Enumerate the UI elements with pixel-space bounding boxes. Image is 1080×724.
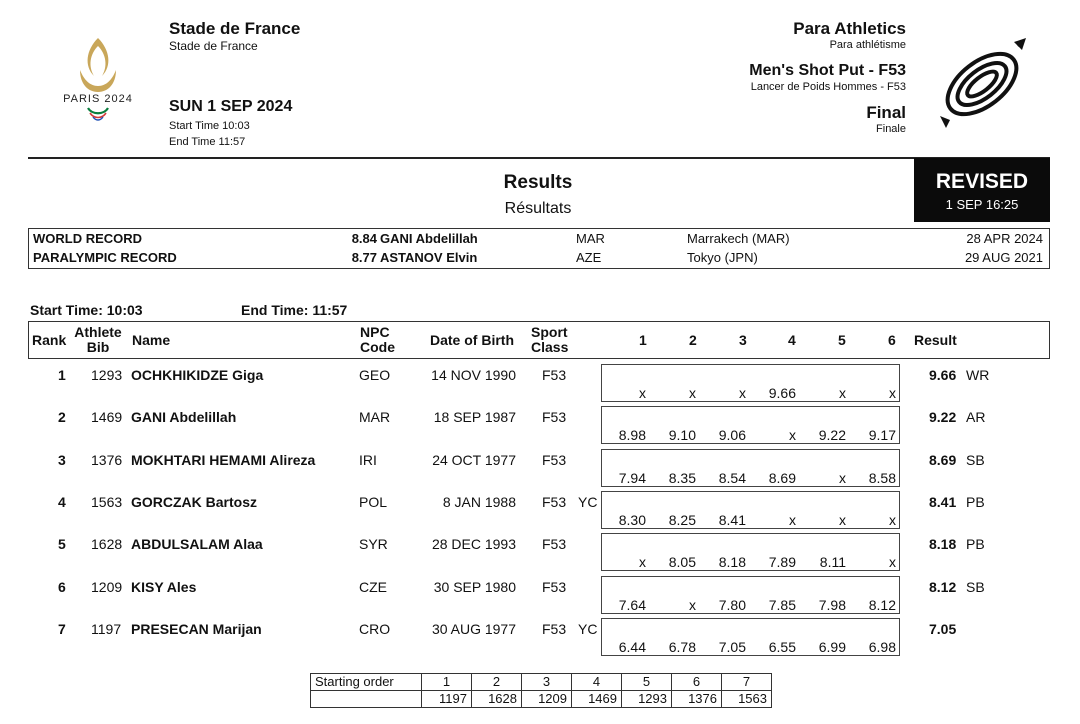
venue-subtitle: Stade de France	[169, 39, 258, 53]
attempt-3: 9.06	[718, 427, 746, 444]
records-box	[28, 228, 1050, 269]
end-time-line	[241, 302, 347, 318]
sport-subtitle: Para athlétisme	[829, 39, 906, 51]
record-holder: ASTANOV Elvin	[380, 250, 478, 265]
attempt-4: x	[789, 427, 796, 444]
results-subtitle: Résultats	[504, 200, 572, 217]
record-mark: 8.84	[351, 231, 377, 246]
result-cell: 8.18	[929, 536, 957, 553]
result-cell: 8.69	[929, 451, 957, 468]
phase-title: Final	[866, 103, 906, 122]
rank-cell: 5	[58, 536, 66, 553]
bib-cell: 1376	[91, 451, 123, 468]
starting-order-position: 3	[522, 674, 572, 691]
venue-title: Stade de France	[169, 19, 301, 38]
revised-badge	[914, 158, 1050, 222]
attempt-5: x	[839, 469, 846, 486]
attempt-6: 8.58	[868, 469, 896, 486]
result-cell: 9.66	[929, 367, 957, 383]
start-time-line	[30, 302, 143, 318]
col-npc-line2: Code	[360, 339, 395, 355]
attempt-2: 8.05	[668, 554, 696, 571]
dob-cell: 30 AUG 1977	[431, 620, 516, 637]
result-cell: 8.41	[929, 493, 957, 510]
phase-subtitle: Finale	[876, 123, 906, 135]
starting-order-bib: 1209	[522, 691, 572, 708]
col-attempt-4: 4	[788, 332, 796, 348]
attempt-2: 6.78	[668, 638, 696, 655]
attempt-1: 8.30	[618, 511, 646, 528]
class-cell: F53	[542, 451, 567, 468]
attempt-4: 6.55	[768, 638, 796, 655]
yc-cell: YC	[578, 620, 598, 637]
attempt-1: 7.64	[618, 596, 646, 613]
attempt-2: x	[689, 596, 696, 613]
logo-text: PARIS 2024	[63, 93, 133, 105]
result-note: PB	[966, 493, 985, 510]
event-subtitle: Lancer de Poids Hommes - F53	[750, 81, 906, 93]
attempt-4: 8.69	[768, 469, 796, 486]
col-dob: Date of Birth	[430, 332, 514, 348]
attempt-3: 8.18	[718, 554, 746, 571]
end-time-label: End Time:	[241, 302, 309, 318]
result-note: WR	[966, 367, 990, 383]
record-npc: MAR	[576, 231, 605, 246]
header-end-time: End Time 11:57	[169, 136, 246, 148]
starting-order-position: 1	[422, 674, 472, 691]
attempt-6: x	[889, 554, 896, 571]
npc-cell: MAR	[359, 409, 391, 426]
attempt-6: 8.12	[868, 596, 896, 613]
record-date: 28 APR 2024	[966, 231, 1043, 246]
dob-cell: 24 OCT 1977	[432, 451, 516, 468]
header-start-time: Start Time 10:03	[169, 120, 250, 132]
result-cell: 8.12	[929, 578, 957, 595]
col-class-line1: Sport	[531, 324, 568, 340]
result-note: SB	[966, 451, 985, 468]
attempt-5: 8.11	[819, 554, 846, 571]
attempt-2: 8.35	[668, 469, 696, 486]
attempts-box	[601, 533, 900, 571]
attempt-6: 6.98	[868, 638, 896, 655]
class-cell: F53	[542, 536, 567, 553]
rank-cell: 1	[58, 367, 66, 383]
sport-title: Para Athletics	[793, 19, 906, 38]
bib-cell: 1209	[91, 578, 123, 595]
attempt-5: x	[839, 511, 846, 528]
class-cell: F53	[542, 578, 567, 595]
revised-time: 1 SEP 16:25	[945, 197, 1019, 212]
attempt-3: 8.54	[718, 469, 746, 486]
attempts-box	[601, 618, 900, 656]
attempts-box	[601, 406, 900, 444]
class-cell: F53	[542, 367, 567, 383]
end-time-value: 11:57	[312, 302, 348, 318]
attempt-5: x	[839, 385, 846, 401]
attempt-2: 9.10	[668, 427, 696, 444]
class-cell: F53	[542, 493, 567, 510]
name-cell: MOKHTARI HEMAMI Alireza	[131, 451, 316, 468]
col-npc-line1: NPC	[360, 324, 390, 340]
name-cell: OCHKHIKIDZE Giga	[131, 367, 264, 383]
attempt-2: x	[689, 385, 696, 401]
col-name: Name	[132, 332, 171, 348]
start-time-value: 10:03	[106, 302, 143, 318]
attempt-5: 9.22	[818, 427, 846, 444]
yc-cell: YC	[578, 493, 598, 510]
starting-order-bib: 1376	[672, 691, 722, 708]
attempt-5: 6.99	[818, 638, 846, 655]
rank-cell: 3	[58, 451, 66, 468]
rank-cell: 2	[58, 409, 66, 426]
bib-cell: 1628	[91, 536, 123, 553]
attempt-3: 7.05	[718, 638, 746, 655]
starting-order-bib: 1293	[622, 691, 672, 708]
record-date: 29 AUG 2021	[964, 250, 1043, 265]
attempt-1: x	[639, 385, 646, 401]
col-rank: Rank	[32, 332, 67, 348]
record-holder: GANI Abdelillah	[380, 231, 478, 246]
result-note: SB	[966, 578, 985, 595]
bib-cell: 1563	[91, 493, 123, 510]
record-place: Tokyo (JPN)	[687, 250, 758, 265]
bib-cell: 1469	[91, 409, 123, 426]
attempt-3: 7.80	[718, 596, 746, 613]
attempts-box	[601, 364, 900, 402]
rank-cell: 6	[58, 578, 66, 595]
starting-order-header-row	[311, 674, 772, 691]
dob-cell: 14 NOV 1990	[431, 367, 516, 383]
starting-order-position: 7	[722, 674, 772, 691]
col-bib-line2: Bib	[86, 339, 110, 355]
attempt-2: 8.25	[668, 511, 696, 528]
npc-cell: CZE	[359, 578, 387, 595]
col-result: Result	[914, 332, 957, 348]
bib-cell: 1293	[91, 367, 123, 383]
table-row	[0, 445, 1080, 487]
rank-cell: 4	[58, 493, 66, 510]
table-header	[28, 321, 1050, 359]
name-cell: GORCZAK Bartosz	[131, 493, 258, 510]
starting-order-bib: 1628	[472, 691, 522, 708]
col-bib-line1: Athlete	[74, 324, 122, 340]
result-cell: 9.22	[929, 409, 957, 426]
starting-order-label: Starting order	[311, 674, 422, 691]
record-row	[29, 248, 1049, 267]
col-attempt-1: 1	[639, 332, 647, 348]
dob-cell: 28 DEC 1993	[431, 536, 516, 553]
competition-date: SUN 1 SEP 2024	[169, 98, 293, 115]
record-place: Marrakech (MAR)	[687, 231, 790, 246]
table-row	[0, 360, 1080, 402]
attempts-box	[601, 576, 900, 614]
event-title: Men's Shot Put - F53	[749, 62, 906, 79]
rank-cell: 7	[58, 620, 66, 637]
attempt-3: x	[739, 385, 746, 401]
table-row	[0, 614, 1080, 656]
revised-label: REVISED	[935, 170, 1029, 193]
table-row	[0, 487, 1080, 529]
npc-cell: IRI	[359, 451, 377, 468]
para-athletics-pictogram-icon	[934, 34, 1034, 130]
record-mark: 8.77	[351, 250, 377, 265]
npc-cell: CRO	[359, 620, 391, 637]
name-cell: ABDULSALAM Alaa	[131, 536, 263, 553]
dob-cell: 18 SEP 1987	[433, 409, 516, 426]
starting-order-position: 2	[472, 674, 522, 691]
npc-cell: SYR	[359, 536, 388, 553]
starting-order-position: 5	[622, 674, 672, 691]
attempt-1: 8.98	[618, 427, 646, 444]
class-cell: F53	[542, 409, 567, 426]
attempt-1: x	[639, 554, 646, 571]
record-label: PARALYMPIC RECORD	[33, 250, 177, 265]
col-attempt-5: 5	[838, 332, 846, 348]
attempt-4: 9.66	[768, 385, 796, 401]
paris-2024-logo	[50, 36, 146, 126]
table-row	[0, 402, 1080, 444]
npc-cell: POL	[359, 493, 388, 510]
result-note: PB	[966, 536, 985, 553]
header-times	[169, 118, 250, 150]
start-time-label: Start Time:	[30, 302, 103, 318]
attempt-6: x	[889, 511, 896, 528]
attempt-6: x	[889, 385, 896, 401]
table-row	[0, 572, 1080, 614]
starting-order-position: 6	[672, 674, 722, 691]
col-class-line2: Class	[531, 339, 569, 355]
starting-order-position: 4	[572, 674, 622, 691]
record-label: WORLD RECORD	[33, 231, 143, 246]
attempt-4: x	[789, 511, 796, 528]
col-attempt-3: 3	[739, 332, 747, 348]
col-attempt-6: 6	[888, 332, 896, 348]
name-cell: GANI Abdelillah	[131, 409, 237, 426]
dob-cell: 30 SEP 1980	[433, 578, 516, 595]
attempt-6: 9.17	[868, 427, 896, 444]
starting-order-blank	[311, 691, 422, 708]
attempt-1: 6.44	[618, 638, 646, 655]
starting-order-bib: 1197	[422, 691, 472, 708]
header-divider	[28, 157, 1050, 159]
col-attempt-2: 2	[689, 332, 697, 348]
attempt-3: 8.41	[718, 511, 746, 528]
npc-cell: GEO	[359, 367, 391, 383]
name-cell: PRESECAN Marijan	[131, 620, 262, 637]
attempt-1: 7.94	[618, 469, 646, 486]
attempts-box	[601, 449, 900, 487]
table-row	[0, 529, 1080, 571]
class-cell: F53	[542, 620, 567, 637]
starting-order-table	[310, 673, 772, 708]
record-row	[29, 229, 1049, 248]
result-note: AR	[966, 409, 986, 426]
name-cell: KISY Ales	[131, 578, 197, 595]
bib-cell: 1197	[91, 620, 122, 637]
attempt-4: 7.85	[768, 596, 796, 613]
record-npc: AZE	[576, 250, 602, 265]
starting-order-bib-row	[311, 691, 772, 708]
attempt-4: 7.89	[768, 554, 796, 571]
result-cell: 7.05	[929, 620, 957, 637]
starting-order-bib: 1563	[722, 691, 772, 708]
attempt-5: 7.98	[818, 596, 846, 613]
attempts-box	[601, 491, 900, 529]
results-title: Results	[503, 172, 573, 193]
starting-order-bib: 1469	[572, 691, 622, 708]
dob-cell: 8 JAN 1988	[442, 493, 516, 510]
